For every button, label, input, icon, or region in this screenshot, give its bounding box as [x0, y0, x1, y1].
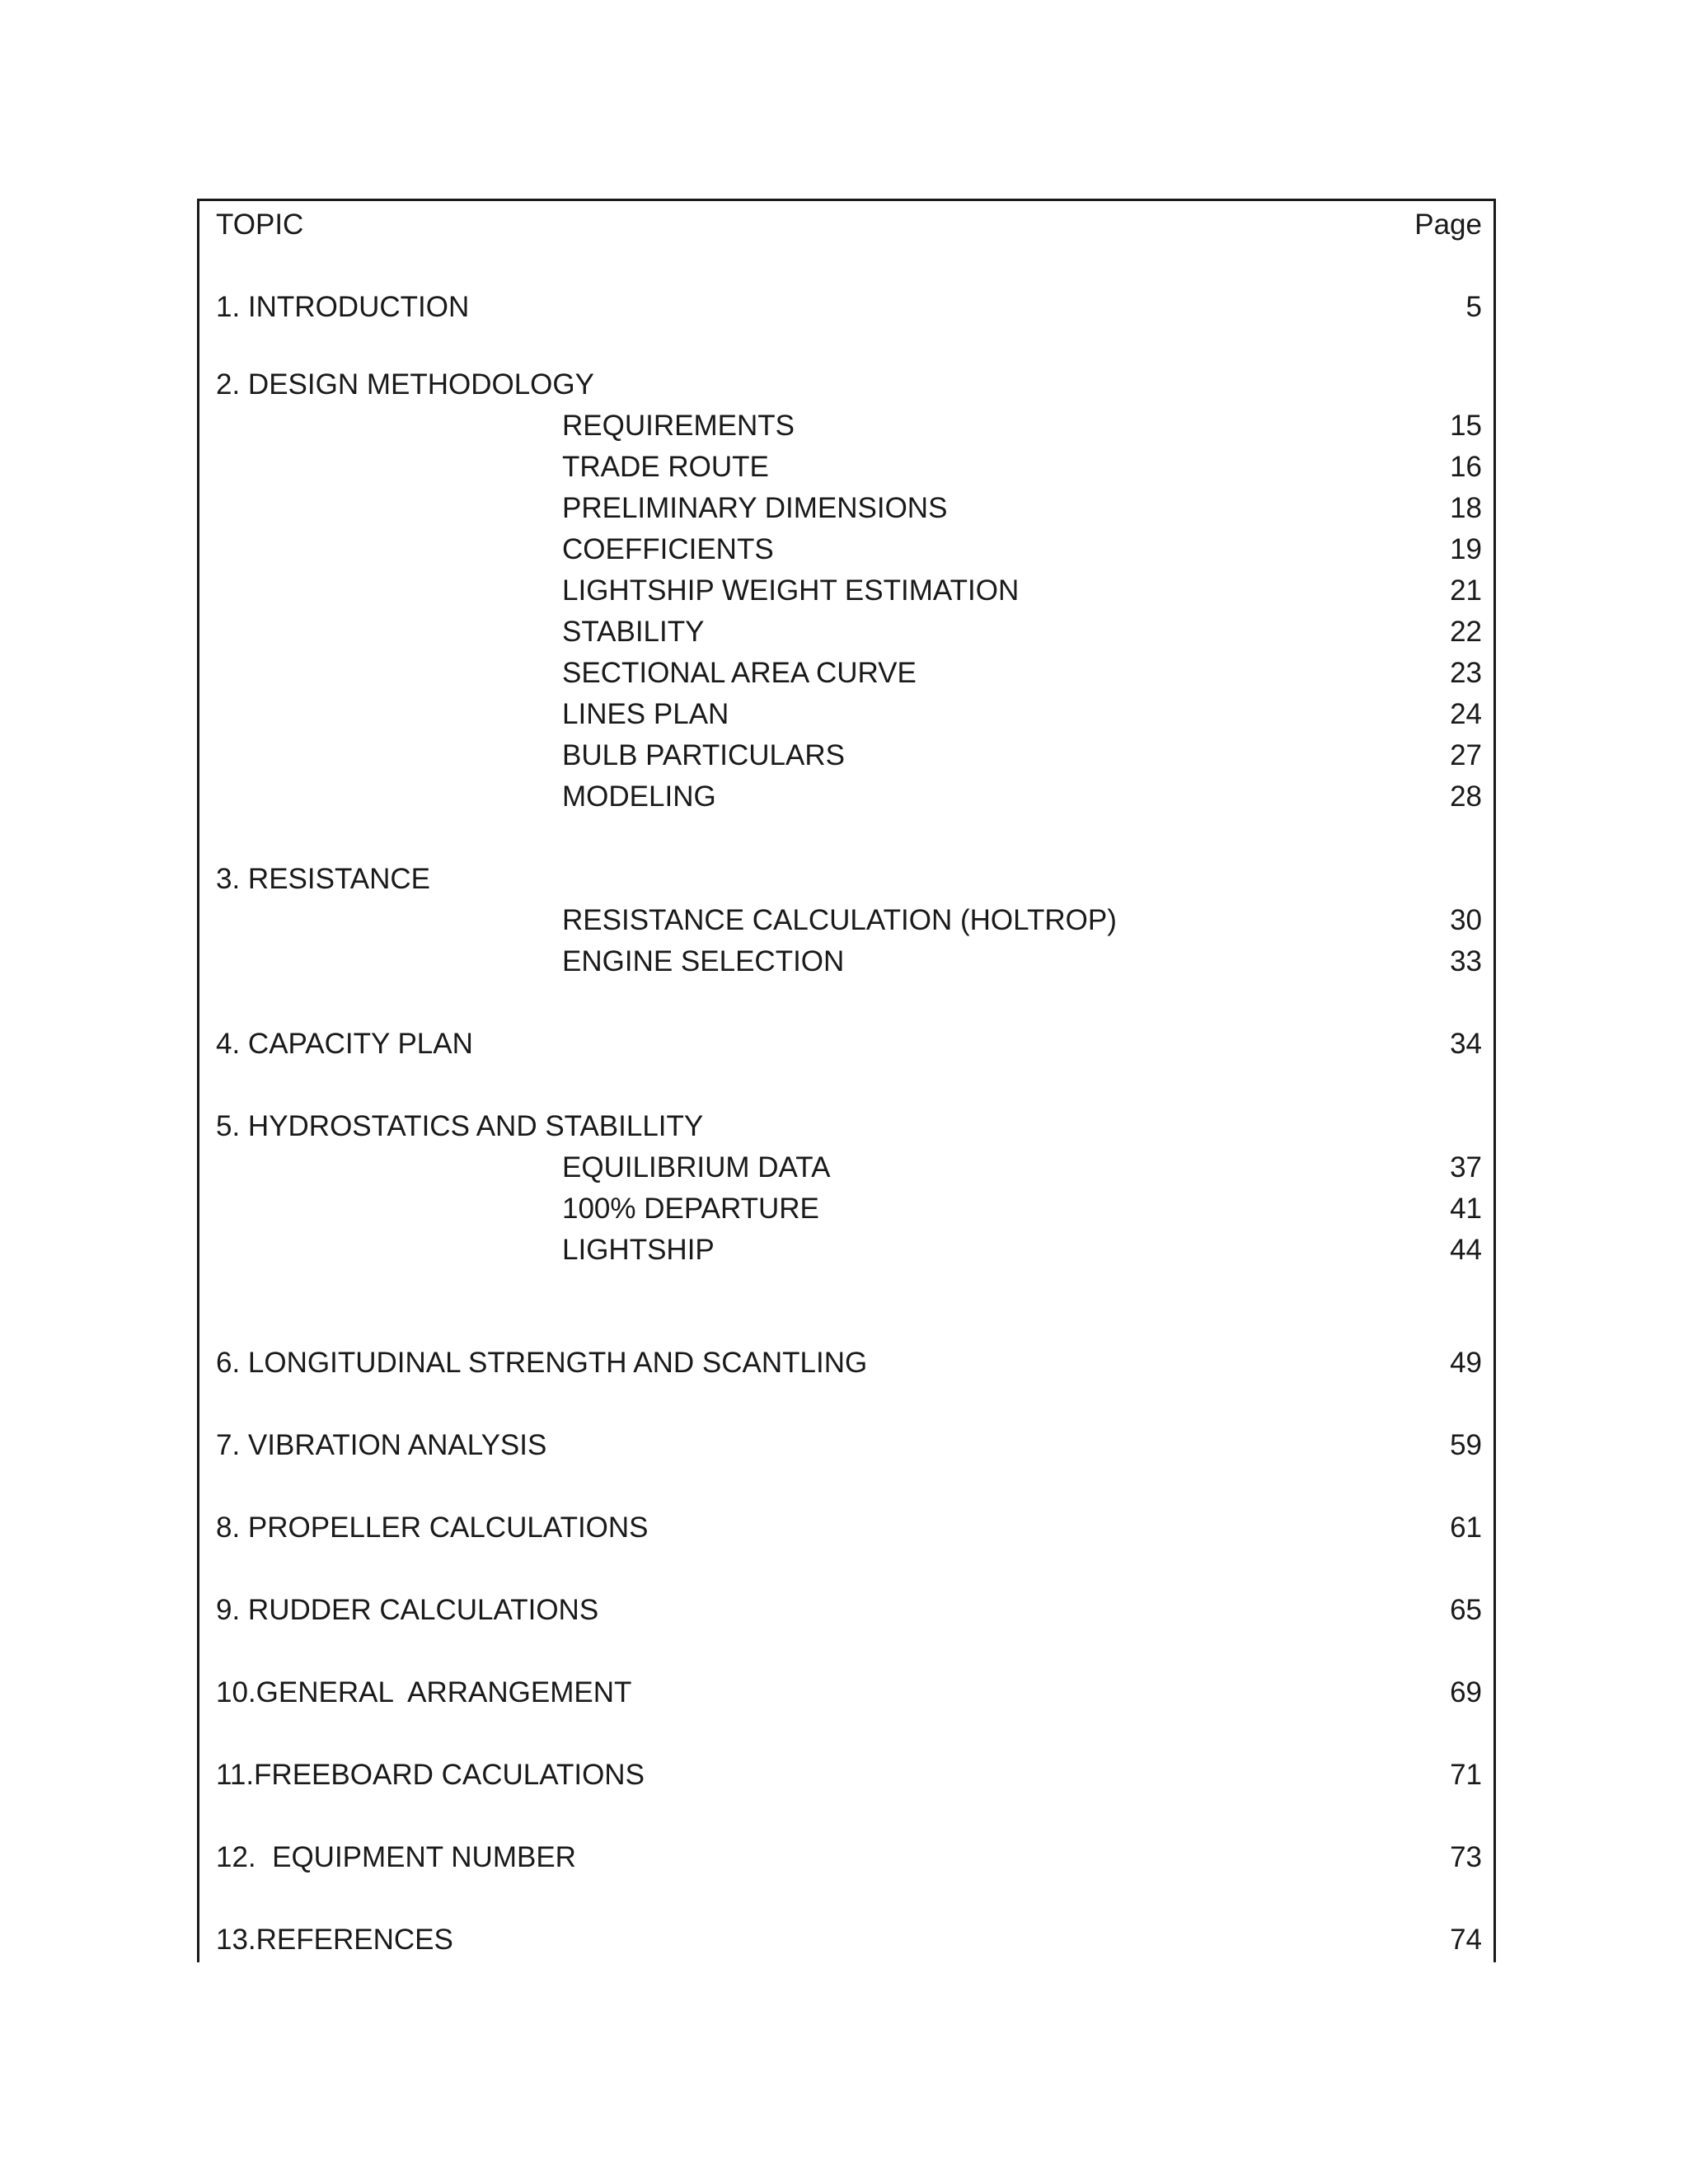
toc-entry-page: 19: [1450, 533, 1482, 565]
toc-subentry-requirements: [216, 405, 1482, 447]
toc-entry-capacity-plan: [216, 1024, 1482, 1065]
toc-entry-label: EQUILIBRIUM DATA: [562, 1151, 831, 1183]
page-column-header: Page: [1414, 209, 1482, 241]
toc-entry-page: 18: [1450, 492, 1482, 524]
toc-entry-label: 11.FREEBOARD CACULATIONS: [216, 1759, 645, 1791]
toc-entry-propeller-calculations: [216, 1507, 1482, 1549]
toc-entry-page: 65: [1450, 1594, 1482, 1626]
toc-entry-label: MODELING: [562, 780, 716, 813]
toc-section-resistance: [216, 859, 1482, 900]
toc-subentry-modeling: [216, 776, 1482, 818]
toc-entry-label: 12. EQUIPMENT NUMBER: [216, 1841, 576, 1873]
topic-column-header: TOPIC: [216, 209, 304, 241]
toc-subentry-stability: [216, 612, 1482, 653]
toc-subentry-coefficients: [216, 529, 1482, 570]
toc-subentry-preliminary-dimensions: [216, 488, 1482, 529]
toc-entry-page: 49: [1450, 1347, 1482, 1379]
toc-entry-page: 41: [1450, 1193, 1482, 1225]
toc-entry-page: 16: [1450, 451, 1482, 483]
toc-entry-label: 100% DEPARTURE: [562, 1193, 819, 1225]
toc-entry-label: STABILITY: [562, 616, 705, 648]
toc-entry-label: LIGHTSHIP: [562, 1234, 715, 1266]
toc-subentry-engine-selection: [216, 941, 1482, 982]
toc-entry-page: 27: [1450, 739, 1482, 771]
toc-subentry-lightship-weight: [216, 570, 1482, 612]
toc-entry-page: 33: [1450, 945, 1482, 977]
toc-entry-references: [216, 1919, 1482, 1961]
toc-entry-label: 10.GENERAL ARRANGEMENT: [216, 1676, 632, 1708]
toc-entry-freeboard-calculations: [216, 1755, 1482, 1796]
toc-entry-label: TRADE ROUTE: [562, 451, 769, 483]
toc-entry-label: 5. HYDROSTATICS AND STABILLITY: [216, 1110, 704, 1142]
toc-entry-page: 73: [1450, 1841, 1482, 1873]
toc-entry-page: 22: [1450, 616, 1482, 648]
toc-entry-introduction: [216, 287, 1482, 328]
toc-entry-label: LIGHTSHIP WEIGHT ESTIMATION: [562, 574, 1020, 607]
toc-entry-label: 8. PROPELLER CALCULATIONS: [216, 1511, 649, 1544]
toc-subentry-bulb-particulars: [216, 735, 1482, 776]
toc-entry-label: 1. INTRODUCTION: [216, 291, 470, 323]
toc-entry-longitudinal-strength: [216, 1343, 1482, 1384]
toc-entry-label: BULB PARTICULARS: [562, 739, 845, 771]
toc-entry-label: PRELIMINARY DIMENSIONS: [562, 492, 948, 524]
toc-entry-label: 2. DESIGN METHODOLOGY: [216, 368, 594, 401]
toc-entry-label: REQUIREMENTS: [562, 410, 795, 442]
toc-entry-page: 30: [1450, 904, 1482, 936]
toc-entry-label: LINES PLAN: [562, 698, 729, 730]
toc-entry-label: 4. CAPACITY PLAN: [216, 1028, 473, 1060]
toc-entry-label: 7. VIBRATION ANALYSIS: [216, 1429, 547, 1461]
toc-entry-page: 69: [1450, 1676, 1482, 1708]
toc-subentry-departure: [216, 1188, 1482, 1230]
toc-entry-page: 61: [1450, 1511, 1482, 1544]
toc-entry-label: 13.REFERENCES: [216, 1924, 453, 1956]
toc-entry-page: 74: [1450, 1924, 1482, 1956]
toc-subentry-equilibrium-data: [216, 1147, 1482, 1188]
toc-entry-page: 5: [1465, 291, 1482, 323]
toc-subentry-sectional-area-curve: [216, 653, 1482, 694]
toc-subentry-trade-route: [216, 447, 1482, 488]
toc-entry-vibration-analysis: [216, 1425, 1482, 1466]
toc-entry-label: COEFFICIENTS: [562, 533, 774, 565]
toc-entry-rudder-calculations: [216, 1590, 1482, 1631]
toc-entry-general-arrangement: [216, 1672, 1482, 1713]
toc-entry-equipment-number: [216, 1837, 1482, 1878]
toc-section-design-methodology: [216, 364, 1482, 405]
toc-entry-label: SECTIONAL AREA CURVE: [562, 657, 917, 689]
toc-entry-label: RESISTANCE CALCULATION (HOLTROP): [562, 904, 1117, 936]
toc-entry-page: 37: [1450, 1151, 1482, 1183]
toc-entry-page: 59: [1450, 1429, 1482, 1461]
toc-entry-page: 21: [1450, 574, 1482, 607]
toc-subentry-lightship: [216, 1230, 1482, 1271]
toc-entry-label: 9. RUDDER CALCULATIONS: [216, 1594, 599, 1626]
toc-entry-label: 3. RESISTANCE: [216, 863, 430, 895]
toc-entry-page: 24: [1450, 698, 1482, 730]
toc-subentry-resistance-calculation: [216, 900, 1482, 941]
toc-entry-page: 28: [1450, 780, 1482, 813]
toc-entry-page: 15: [1450, 410, 1482, 442]
table-of-contents: [197, 199, 1496, 1962]
toc-entry-label: ENGINE SELECTION: [562, 945, 845, 977]
toc-entry-page: 23: [1450, 657, 1482, 689]
toc-entry-page: 44: [1450, 1234, 1482, 1266]
toc-entry-page: 71: [1450, 1759, 1482, 1791]
toc-header-row: [216, 204, 1482, 246]
toc-section-hydrostatics: [216, 1106, 1482, 1147]
toc-entry-page: 34: [1450, 1028, 1482, 1060]
toc-entry-label: 6. LONGITUDINAL STRENGTH AND SCANTLING: [216, 1347, 868, 1379]
toc-subentry-lines-plan: [216, 694, 1482, 735]
